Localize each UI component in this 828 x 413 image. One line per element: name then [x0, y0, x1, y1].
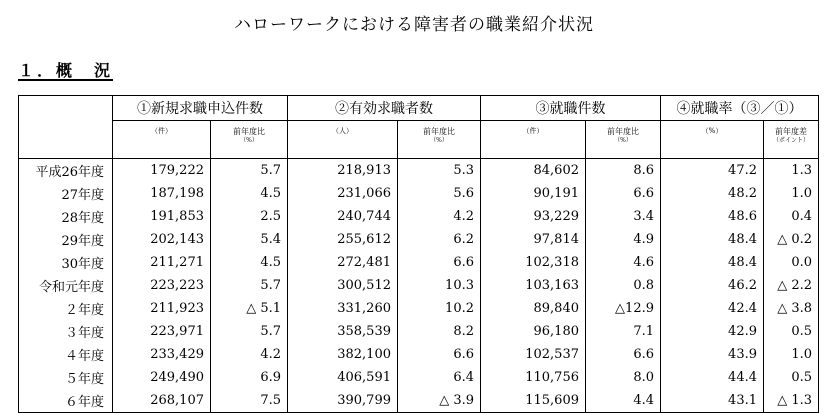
placements-value: 90,191 — [481, 182, 586, 205]
placements-ratio: 4.9 — [586, 228, 661, 251]
unit-label: （%） — [661, 121, 764, 159]
corner-cell-lower — [19, 121, 113, 159]
new-applications-value: 249,490 — [113, 366, 211, 389]
row-label: ３年度 — [19, 320, 113, 343]
new-applications-ratio: 6.9 — [211, 366, 288, 389]
diff-header: 前年度差 （ポイント） — [764, 121, 819, 159]
row-label: 28年度 — [19, 205, 113, 228]
active-seekers-value: 331,260 — [288, 297, 398, 320]
placements-value: 96,180 — [481, 320, 586, 343]
placement-rate-diff: 0.0 — [764, 251, 819, 274]
placements-ratio: 7.1 — [586, 320, 661, 343]
placement-rate-value: 46.2 — [661, 274, 764, 297]
new-applications-ratio: 5.7 — [211, 320, 288, 343]
placement-rate-diff: 1.3 — [764, 159, 819, 183]
placement-rate-diff: 0.4 — [764, 205, 819, 228]
placement-rate-value: 42.9 — [661, 320, 764, 343]
row-label: 平成26年度 — [19, 159, 113, 183]
row-label: 令和元年度 — [19, 274, 113, 297]
section-heading: １．概 況 — [18, 61, 114, 80]
placements-value: 102,537 — [481, 343, 586, 366]
active-seekers-value: 406,591 — [288, 366, 398, 389]
unit-label: （人） — [288, 121, 398, 159]
placement-rate-value: 48.2 — [661, 182, 764, 205]
row-label: 27年度 — [19, 182, 113, 205]
page-title: ハローワークにおける障害者の職業紹介状況 — [234, 15, 594, 35]
new-applications-value: 202,143 — [113, 228, 211, 251]
new-applications-ratio: 4.2 — [211, 343, 288, 366]
corner-cell — [19, 96, 113, 121]
header-active-seekers: ②有効求職者数 — [288, 96, 481, 121]
placement-rate-diff: 1.0 — [764, 343, 819, 366]
active-seekers-ratio: 5.3 — [398, 159, 481, 183]
table-row — [19, 159, 819, 183]
new-applications-ratio: 5.4 — [211, 228, 288, 251]
table-row — [19, 205, 819, 228]
placements-ratio: 0.8 — [586, 274, 661, 297]
table-row — [19, 228, 819, 251]
row-label: ２年度 — [19, 297, 113, 320]
active-seekers-value: 358,539 — [288, 320, 398, 343]
placement-rate-diff: 0.5 — [764, 366, 819, 389]
placement-rate-value: 48.4 — [661, 251, 764, 274]
new-applications-ratio: 5.7 — [211, 274, 288, 297]
new-applications-ratio: 5.7 — [211, 159, 288, 183]
placements-value: 103,163 — [481, 274, 586, 297]
row-label: 29年度 — [19, 228, 113, 251]
placements-value: 115,609 — [481, 389, 586, 413]
new-applications-value: 211,923 — [113, 297, 211, 320]
placement-table — [18, 95, 819, 413]
placements-value: 102,318 — [481, 251, 586, 274]
active-seekers-ratio: 4.2 — [398, 205, 481, 228]
ratio-header: 前年度比 （%） — [586, 121, 661, 159]
new-applications-value: 223,971 — [113, 320, 211, 343]
new-applications-value: 223,223 — [113, 274, 211, 297]
active-seekers-ratio: 6.2 — [398, 228, 481, 251]
active-seekers-value: 231,066 — [288, 182, 398, 205]
placement-rate-value: 43.1 — [661, 389, 764, 413]
table-row — [19, 274, 819, 297]
new-applications-value: 179,222 — [113, 159, 211, 183]
new-applications-value: 187,198 — [113, 182, 211, 205]
placements-value: 93,229 — [481, 205, 586, 228]
placement-rate-value: 43.9 — [661, 343, 764, 366]
row-label: ５年度 — [19, 366, 113, 389]
table-row — [19, 343, 819, 366]
table-row — [19, 297, 819, 320]
placement-rate-diff: 0.5 — [764, 320, 819, 343]
active-seekers-ratio: 8.2 — [398, 320, 481, 343]
placements-value: 89,840 — [481, 297, 586, 320]
placements-ratio: 4.4 — [586, 389, 661, 413]
active-seekers-ratio: 6.4 — [398, 366, 481, 389]
row-label: 30年度 — [19, 251, 113, 274]
table-row — [19, 366, 819, 389]
header-placements: ③就職件数 — [481, 96, 661, 121]
placements-ratio: △12.9 — [586, 297, 661, 320]
table-row — [19, 389, 819, 413]
active-seekers-ratio: △ 3.9 — [398, 389, 481, 413]
new-applications-value: 268,107 — [113, 389, 211, 413]
active-seekers-ratio: 6.6 — [398, 251, 481, 274]
row-label: ６年度 — [19, 389, 113, 413]
active-seekers-value: 382,100 — [288, 343, 398, 366]
placement-rate-diff: △ 3.8 — [764, 297, 819, 320]
placements-value: 110,756 — [481, 366, 586, 389]
table-row — [19, 251, 819, 274]
placement-rate-diff: 1.0 — [764, 182, 819, 205]
placement-rate-diff: △ 1.3 — [764, 389, 819, 413]
new-applications-ratio: 2.5 — [211, 205, 288, 228]
active-seekers-value: 272,481 — [288, 251, 398, 274]
ratio-header: 前年度比 （%） — [211, 121, 288, 159]
active-seekers-value: 218,913 — [288, 159, 398, 183]
header-placement-rate: ④就職率（③／①） — [661, 96, 819, 121]
placements-value: 97,814 — [481, 228, 586, 251]
header-new-applications: ①新規求職申込件数 — [113, 96, 288, 121]
active-seekers-ratio: 5.6 — [398, 182, 481, 205]
ratio-header: 前年度比 （%） — [398, 121, 481, 159]
placement-rate-value: 44.4 — [661, 366, 764, 389]
placements-ratio: 8.6 — [586, 159, 661, 183]
table-row — [19, 320, 819, 343]
unit-label: （件） — [113, 121, 211, 159]
placements-ratio: 6.6 — [586, 343, 661, 366]
active-seekers-value: 255,612 — [288, 228, 398, 251]
placements-ratio: 8.0 — [586, 366, 661, 389]
new-applications-ratio: 4.5 — [211, 251, 288, 274]
new-applications-value: 233,429 — [113, 343, 211, 366]
placements-ratio: 6.6 — [586, 182, 661, 205]
active-seekers-value: 240,744 — [288, 205, 398, 228]
placement-rate-diff: △ 2.2 — [764, 274, 819, 297]
active-seekers-value: 390,799 — [288, 389, 398, 413]
placement-rate-value: 48.6 — [661, 205, 764, 228]
active-seekers-ratio: 10.3 — [398, 274, 481, 297]
new-applications-ratio: 4.5 — [211, 182, 288, 205]
table-row — [19, 182, 819, 205]
active-seekers-ratio: 6.6 — [398, 343, 481, 366]
active-seekers-ratio: 10.2 — [398, 297, 481, 320]
placements-ratio: 4.6 — [586, 251, 661, 274]
new-applications-ratio: △ 5.1 — [211, 297, 288, 320]
placements-value: 84,602 — [481, 159, 586, 183]
placements-ratio: 3.4 — [586, 205, 661, 228]
new-applications-value: 211,271 — [113, 251, 211, 274]
row-label: ４年度 — [19, 343, 113, 366]
new-applications-value: 191,853 — [113, 205, 211, 228]
active-seekers-value: 300,512 — [288, 274, 398, 297]
placement-rate-diff: △ 0.2 — [764, 228, 819, 251]
placement-rate-value: 42.4 — [661, 297, 764, 320]
placement-rate-value: 48.4 — [661, 228, 764, 251]
unit-label: （件） — [481, 121, 586, 159]
new-applications-ratio: 7.5 — [211, 389, 288, 413]
placement-rate-value: 47.2 — [661, 159, 764, 183]
